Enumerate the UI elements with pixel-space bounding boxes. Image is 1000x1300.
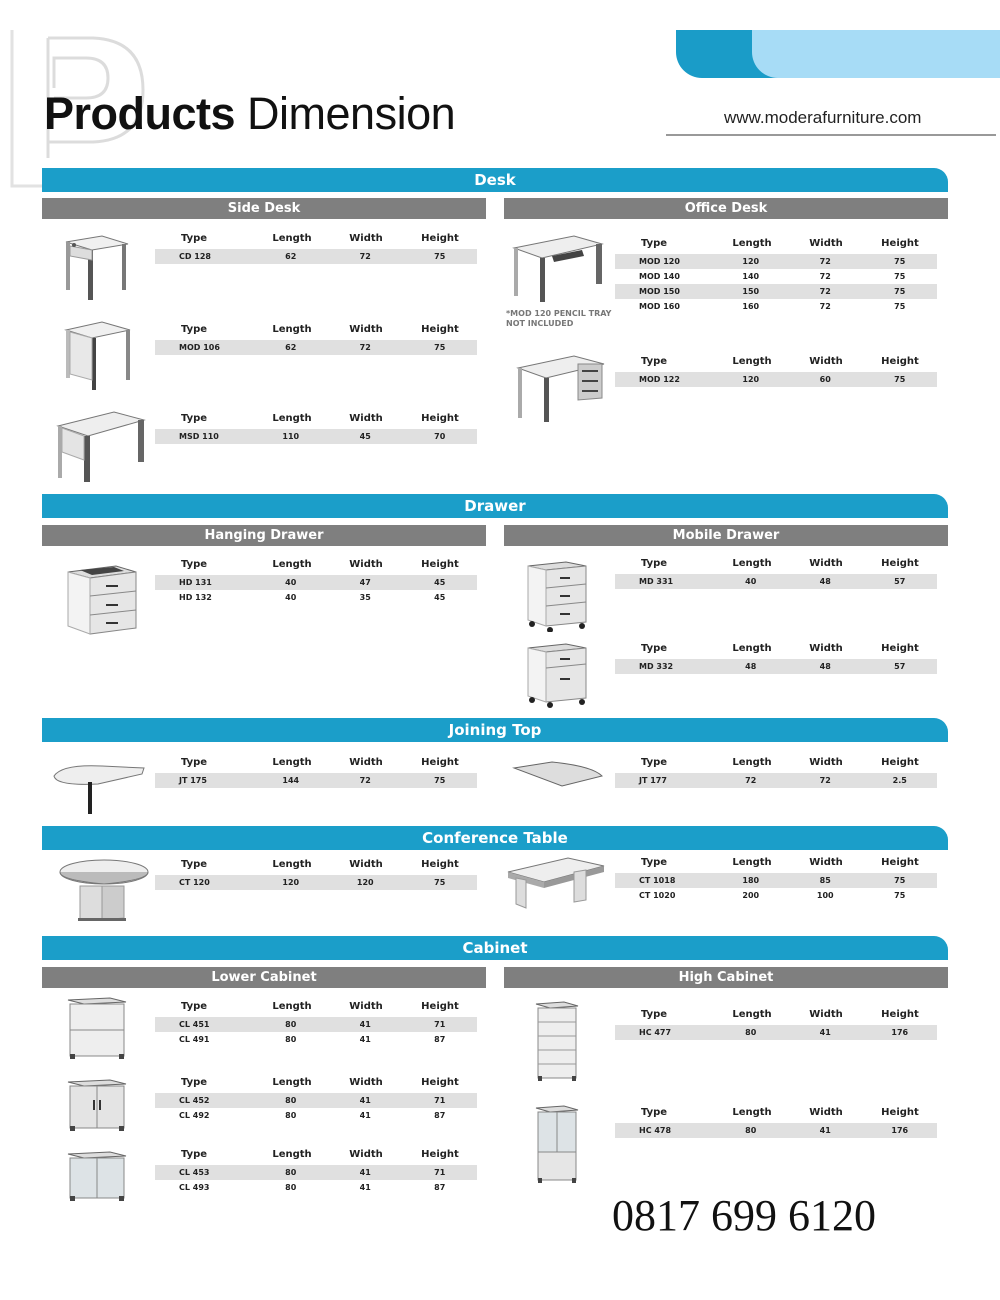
table-row: MOD 120 120 72 75 [615, 254, 937, 269]
side-desk-msd110-image [56, 410, 146, 482]
header-accent-light [752, 30, 1000, 78]
spec-table [615, 238, 937, 314]
table-header: Type Length Width Height [641, 1107, 919, 1118]
spec-table [615, 643, 937, 674]
table-header: Type Length Width Height [181, 1149, 459, 1160]
spec-table [155, 1077, 477, 1123]
spec-table [615, 1009, 937, 1040]
spec-table [155, 233, 477, 264]
table-row: CD 128 62 72 75 [155, 249, 477, 264]
table-header: Type Length Width Height [641, 1009, 919, 1020]
spec-table [155, 1149, 477, 1195]
table-row: HC 478 80 41 176 [615, 1123, 937, 1138]
joining-top-jt177-image [512, 760, 604, 790]
conference-table-ct1018-image [506, 856, 606, 914]
spec-table [615, 857, 937, 903]
subheader-office-desk: Office Desk [504, 198, 948, 219]
table-row: HC 477 80 41 176 [615, 1025, 937, 1040]
joining-top-jt175-image [52, 758, 146, 816]
mobile-drawer-md331-image [526, 560, 588, 632]
spec-table [155, 757, 477, 788]
subheader-hanging-drawer: Hanging Drawer [42, 525, 486, 546]
table-header: Type Length Width Height [181, 1001, 459, 1012]
side-desk-mod106-image [62, 320, 132, 392]
website-link[interactable]: www.moderafurniture.com [724, 108, 922, 127]
table-row: JT 175 144 72 75 [155, 773, 477, 788]
spec-table [155, 559, 477, 605]
mobile-drawer-md332-image [526, 642, 588, 708]
table-row: MOD 106 62 72 75 [155, 340, 477, 355]
spec-table [155, 324, 477, 355]
table-row: CL 452 80 41 71 [155, 1093, 477, 1108]
table-header: Type Length Width Height [181, 1077, 459, 1088]
section-header-drawer: Drawer [42, 494, 948, 518]
conference-table-ct120-image [58, 858, 150, 924]
table-row: CL 493 80 41 87 [179, 1183, 446, 1192]
table-row: CL 453 80 41 71 [155, 1165, 477, 1180]
section-header-conference-table: Conference Table [42, 826, 948, 850]
table-row: MD 331 40 48 57 [615, 574, 937, 589]
table-row: MOD 140 140 72 75 [639, 272, 906, 281]
table-row: HD 131 40 47 45 [155, 575, 477, 590]
subheader-lower-cabinet: Lower Cabinet [42, 967, 486, 988]
table-row: MD 332 48 48 57 [615, 659, 937, 674]
lower-cabinet-cl453-image [66, 1150, 128, 1202]
spec-table [615, 757, 937, 788]
table-row: MSD 110 110 45 70 [155, 429, 477, 444]
table-header: Type Length Width Height [641, 238, 919, 249]
spec-table [155, 859, 477, 890]
phone-number[interactable]: 0817 699 6120 [612, 1191, 876, 1240]
table-header: Type Length Width Height [181, 859, 459, 870]
table-header: Type Length Width Height [181, 559, 459, 570]
table-header: Type Length Width Height [641, 356, 919, 367]
section-header-desk: Desk [42, 168, 948, 192]
table-header: Type Length Width Height [181, 413, 459, 424]
lower-cabinet-cl452-image [66, 1078, 128, 1132]
table-row: JT 177 72 72 2.5 [615, 773, 937, 788]
side-desk-cd128-image [62, 232, 132, 300]
high-cabinet-hc478-image [534, 1104, 580, 1184]
table-header: Type Length Width Height [641, 757, 919, 768]
section-header-cabinet: Cabinet [42, 936, 948, 960]
table-row: CL 451 80 41 71 [155, 1017, 477, 1032]
section-header-joining-top: Joining Top [42, 718, 948, 742]
office-desk-mod122-image [516, 354, 606, 424]
page-title: Products Dimension [44, 88, 456, 139]
table-header: Type Length Width Height [641, 558, 919, 569]
hanging-drawer-image [66, 564, 138, 636]
subheader-high-cabinet: High Cabinet [504, 967, 948, 988]
header-divider [666, 134, 996, 136]
spec-table [155, 413, 477, 444]
subheader-mobile-drawer: Mobile Drawer [504, 525, 948, 546]
office-desk-mod120-image [512, 234, 604, 304]
lower-cabinet-cl451-image [66, 996, 128, 1060]
table-header: Type Length Width Height [181, 757, 459, 768]
table-row: CL 491 80 41 87 [179, 1035, 446, 1044]
table-header: Type Length Width Height [181, 233, 459, 244]
table-row: CL 492 80 41 87 [179, 1111, 446, 1120]
spec-table [615, 558, 937, 589]
table-header: Type Length Width Height [181, 324, 459, 335]
table-row: HD 132 40 35 45 [179, 593, 446, 602]
subheader-side-desk: Side Desk [42, 198, 486, 219]
table-header: Type Length Width Height [641, 643, 919, 654]
table-row: CT 1020 200 100 75 [639, 891, 906, 900]
spec-table [615, 356, 937, 387]
table-row: CT 120 120 120 75 [155, 875, 477, 890]
table-row: MOD 122 120 60 75 [615, 372, 937, 387]
table-row: MOD 150 150 72 75 [615, 284, 937, 299]
spec-table [615, 1107, 937, 1138]
pencil-tray-note: *MOD 120 PENCIL TRAY NOT INCLUDED [506, 309, 612, 328]
spec-table [155, 1001, 477, 1047]
table-row: CT 1018 180 85 75 [615, 873, 937, 888]
table-header: Type Length Width Height [641, 857, 919, 868]
high-cabinet-hc477-image [534, 1000, 580, 1082]
table-row: MOD 160 160 72 75 [639, 302, 906, 311]
